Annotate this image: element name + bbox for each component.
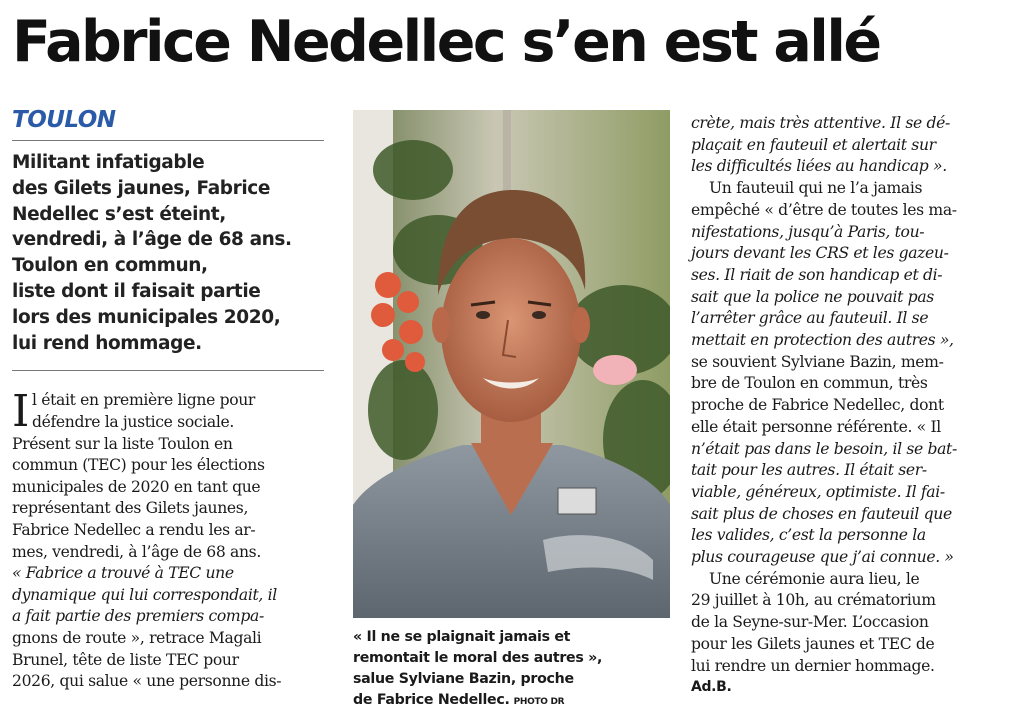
body-line: a fait partie des premiers compa- xyxy=(12,607,264,626)
dropcap: I xyxy=(12,386,30,438)
caption-line: de Fabrice Nedellec. xyxy=(353,692,510,708)
body-line: sait plus de choses en fauteuil que xyxy=(691,504,952,523)
body-line: mettait en protection des autres », xyxy=(691,331,954,350)
body-line: plaçait en fauteuil et alertait sur xyxy=(691,135,936,154)
right-column xyxy=(691,113,1011,699)
body-line: les valides, c’est la personne la xyxy=(691,526,926,545)
portrait-illustration xyxy=(353,110,670,618)
lead-paragraph xyxy=(12,150,324,356)
body-line: jours devant les CRS et les gazeu- xyxy=(691,244,949,263)
body-line: l’arrêter grâce au fauteuil. Il se xyxy=(691,309,929,328)
lead-line: lui rend hommage. xyxy=(12,332,202,354)
kicker-rule xyxy=(12,140,324,141)
photo-credit: PHOTO DR xyxy=(513,697,565,707)
body-line: se souvient Sylviane Bazin, mem- xyxy=(691,352,944,371)
lead-line: liste dont il faisait partie xyxy=(12,280,261,302)
body-line: gnons de route », retrace Magali xyxy=(12,628,262,647)
portrait-photo xyxy=(353,110,670,618)
body-line: Une cérémonie aura lieu, le xyxy=(709,569,920,588)
lead-line: Militant infatigable xyxy=(12,152,205,173)
body-line: Présent sur la liste Toulon en xyxy=(12,434,233,453)
body-line: les difficultés liées au handicap ». xyxy=(691,157,947,176)
author-signature: Ad.B. xyxy=(691,679,732,696)
body-line: tait pour les autres. Il était ser- xyxy=(691,461,927,480)
body-line: Un fauteuil qui ne l’a jamais xyxy=(709,179,923,198)
body-line: nifestations, jusqu’à Paris, tou- xyxy=(691,222,925,241)
body-line: 29 juillet à 10h, au crématorium xyxy=(691,591,936,610)
body-line: l était en première ligne pour xyxy=(32,391,256,410)
left-column xyxy=(12,104,324,693)
body-text-col1 xyxy=(12,386,324,692)
body-line: sait que la police ne pouvait pas xyxy=(691,287,934,306)
lead-line: Toulon en commun, xyxy=(12,255,208,277)
body-line: de la Seyne-sur-Mer. L’occasion xyxy=(691,613,929,632)
body-line: bre de Toulon en commun, très xyxy=(691,374,928,393)
body-line: 2026, qui salue « une personne dis- xyxy=(12,672,282,691)
body-line: viable, généreux, optimiste. Il fai- xyxy=(691,482,945,501)
body-line: proche de Fabrice Nedellec, dont xyxy=(691,396,944,415)
body-line: commun (TEC) pour les élections xyxy=(12,456,265,475)
body-line: ses. Il riait de son handicap et di- xyxy=(691,265,943,284)
body-line: représentant des Gilets jaunes, xyxy=(12,499,249,518)
body-line: pour les Gilets jaunes et TEC de xyxy=(691,634,935,653)
photo-caption xyxy=(353,627,670,713)
body-line: Brunel, tête de liste TEC pour xyxy=(12,650,239,669)
body-line: défendre la justice sociale. xyxy=(32,412,234,431)
body-line: dynamique qui lui correspondait, il xyxy=(12,585,277,604)
headline: Fabrice Nedellec s’en est allé xyxy=(12,9,880,75)
body-line: municipales de 2020 en tant que xyxy=(12,477,261,496)
caption-line: remontait le moral des autres », xyxy=(353,650,603,666)
body-line: mes, vendredi, à l’âge de 68 ans. xyxy=(12,542,261,561)
body-line: lui rendre un dernier hommage. xyxy=(691,656,935,675)
body-line: Fabrice Nedellec a rendu les ar- xyxy=(12,520,256,539)
lead-line: Nedellec s’est éteint, xyxy=(12,203,226,225)
body-line: plus courageuse que j’ai connue. » xyxy=(691,548,954,567)
body-line: crète, mais très attentive. Il se dé- xyxy=(691,114,950,132)
body-line: « Fabrice a trouvé à TEC une xyxy=(12,564,234,583)
body-line: empêché « d’être de toutes les ma- xyxy=(691,200,957,219)
caption-line: « Il ne se plaignait jamais et xyxy=(353,629,571,645)
body-line: elle était personne référente. « Il xyxy=(691,417,941,436)
lead-rule xyxy=(12,370,324,371)
body-line: n’était pas dans le besoin, il se bat- xyxy=(691,439,957,458)
location-kicker: TOULON xyxy=(12,107,116,133)
lead-line: lors des municipales 2020, xyxy=(12,306,281,328)
body-text-col3 xyxy=(691,113,1011,699)
caption-line: salue Sylviane Bazin, proche xyxy=(353,671,574,687)
lead-line: des Gilets jaunes, Fabrice xyxy=(12,177,271,199)
lead-line: vendredi, à l’âge de 68 ans. xyxy=(12,229,292,251)
